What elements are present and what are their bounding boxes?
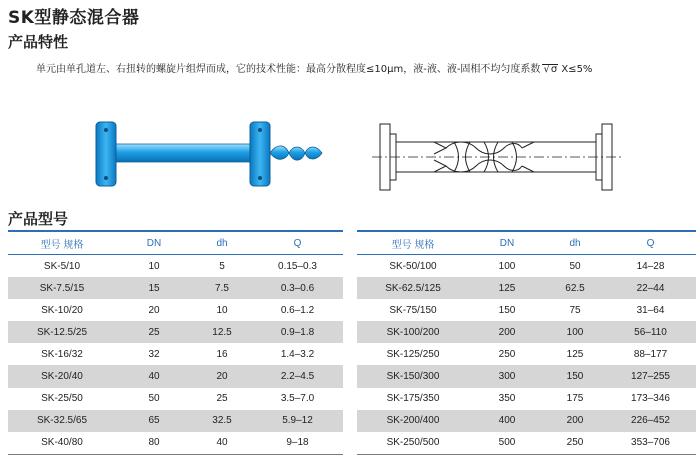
model-cell: SK-62.5/125	[357, 277, 469, 299]
dn-cell: 65	[116, 410, 192, 432]
table-row	[357, 343, 696, 365]
col-header-q: Q	[605, 231, 696, 255]
table-row	[357, 432, 696, 455]
features-heading: 产品特性	[8, 33, 69, 51]
table-row	[357, 388, 696, 410]
dh-cell: 16	[216, 348, 228, 360]
model-table-right	[357, 230, 696, 455]
dh-cell: 75	[569, 304, 581, 316]
dn-cell: 32	[148, 348, 160, 360]
model-cell: SK-40/80	[8, 432, 116, 455]
dh-cell: 12.5	[192, 321, 252, 343]
table-row	[8, 321, 343, 343]
table-row	[8, 277, 343, 299]
q-cell: 0.9–1.8	[252, 321, 343, 343]
dh-cell: 40	[192, 432, 252, 455]
dh-cell: 150	[545, 365, 605, 387]
q-cell: 9–18	[252, 432, 343, 455]
table-row	[357, 277, 696, 299]
col-header-model: 型号 规格	[8, 231, 116, 255]
q-cell: 353–706	[605, 432, 696, 455]
q-cell: 0.15–0.3	[278, 260, 317, 272]
dn-cell: 50	[148, 393, 160, 405]
page-title: SK型静态混合器	[8, 8, 140, 28]
dn-cell: 80	[116, 432, 192, 455]
q-cell: 0.6–1.2	[280, 304, 315, 316]
dn-cell: 350	[498, 393, 516, 405]
dn-cell: 400	[469, 410, 545, 432]
model-table-left	[8, 230, 343, 455]
col-header-dh: dh	[545, 231, 605, 255]
q-cell: 5.9–12	[252, 410, 343, 432]
dh-cell: 250	[545, 432, 605, 455]
col-header-dh: dh	[192, 231, 252, 255]
dh-cell: 10	[216, 304, 228, 316]
table-row	[8, 388, 343, 410]
table-row	[357, 299, 696, 321]
model-cell: SK-25/50	[41, 393, 83, 405]
col-header-model: 型号 规格	[357, 231, 469, 255]
col-header-dn: DN	[116, 231, 192, 255]
dn-cell: 25	[116, 321, 192, 343]
model-cell: SK-7.5/15	[8, 277, 116, 299]
table-row	[8, 410, 343, 432]
dn-cell: 40	[116, 365, 192, 387]
model-cell: SK-250/500	[357, 432, 469, 455]
mixer-section-drawing	[372, 118, 622, 198]
q-cell: 88–177	[633, 348, 668, 360]
dn-cell: 250	[498, 348, 516, 360]
q-cell: 56–110	[605, 321, 696, 343]
dn-cell: 125	[469, 277, 545, 299]
dh-cell: 20	[192, 365, 252, 387]
q-cell: 1.4–3.2	[280, 348, 315, 360]
model-cell: SK-12.5/25	[8, 321, 116, 343]
dh-cell: 7.5	[192, 277, 252, 299]
col-header-dn: DN	[469, 231, 545, 255]
sqrt-formula: √ σ	[542, 64, 558, 75]
dn-cell: 15	[116, 277, 192, 299]
table-row	[8, 299, 343, 321]
description-text: 单元由单孔道左、右扭转的螺旋片组焊而成，它的技术性能：最高分散程度≤10μm，液-液、液-固相不均匀度系数	[36, 64, 541, 75]
q-cell: 127–255	[605, 365, 696, 387]
dn-cell: 500	[469, 432, 545, 455]
col-header-q: Q	[252, 231, 343, 255]
dh-cell: 5	[219, 260, 225, 272]
dn-cell: 10	[148, 260, 160, 272]
q-cell: 2.2–4.5	[252, 365, 343, 387]
q-cell: 0.3–0.6	[252, 277, 343, 299]
models-heading: 产品型号	[8, 210, 69, 228]
model-cell: SK-175/350	[386, 393, 440, 405]
dn-cell: 150	[498, 304, 516, 316]
q-cell: 22–44	[605, 277, 696, 299]
q-cell: 14–28	[636, 260, 665, 272]
dh-cell: 200	[545, 410, 605, 432]
model-cell: SK-100/200	[357, 321, 469, 343]
model-cell: SK-50/100	[389, 260, 437, 272]
model-cell: SK-10/20	[41, 304, 83, 316]
dn-cell: 300	[469, 365, 545, 387]
dn-cell: 20	[148, 304, 160, 316]
model-cell: SK-20/40	[8, 365, 116, 387]
table-row	[357, 321, 696, 343]
dn-cell: 100	[498, 260, 516, 272]
features-description	[36, 60, 592, 75]
model-cell: SK-200/400	[357, 410, 469, 432]
table-row	[357, 255, 696, 278]
q-cell: 3.5–7.0	[280, 393, 315, 405]
model-cell: SK-125/250	[386, 348, 440, 360]
model-cell: SK-32.5/65	[8, 410, 116, 432]
formula-tail: X≤5%	[558, 64, 593, 75]
model-cell: SK-16/32	[41, 348, 83, 360]
table-row	[357, 410, 696, 432]
dh-cell: 175	[566, 393, 584, 405]
dn-cell: 200	[469, 321, 545, 343]
model-cell: SK-75/150	[389, 304, 437, 316]
dh-cell: 100	[545, 321, 605, 343]
dh-cell: 62.5	[545, 277, 605, 299]
q-cell: 173–346	[631, 393, 670, 405]
q-cell: 31–64	[636, 304, 665, 316]
model-cell: SK-150/300	[357, 365, 469, 387]
table-row	[8, 255, 343, 278]
table-row	[357, 365, 696, 387]
table-row	[8, 343, 343, 365]
dh-cell: 50	[569, 260, 581, 272]
table-row	[8, 365, 343, 387]
dh-cell: 32.5	[192, 410, 252, 432]
mixer-3d-illustration	[92, 110, 332, 200]
q-cell: 226–452	[605, 410, 696, 432]
model-cell: SK-5/10	[43, 260, 81, 272]
table-row	[8, 432, 343, 455]
dh-cell: 25	[216, 393, 228, 405]
dh-cell: 125	[566, 348, 584, 360]
